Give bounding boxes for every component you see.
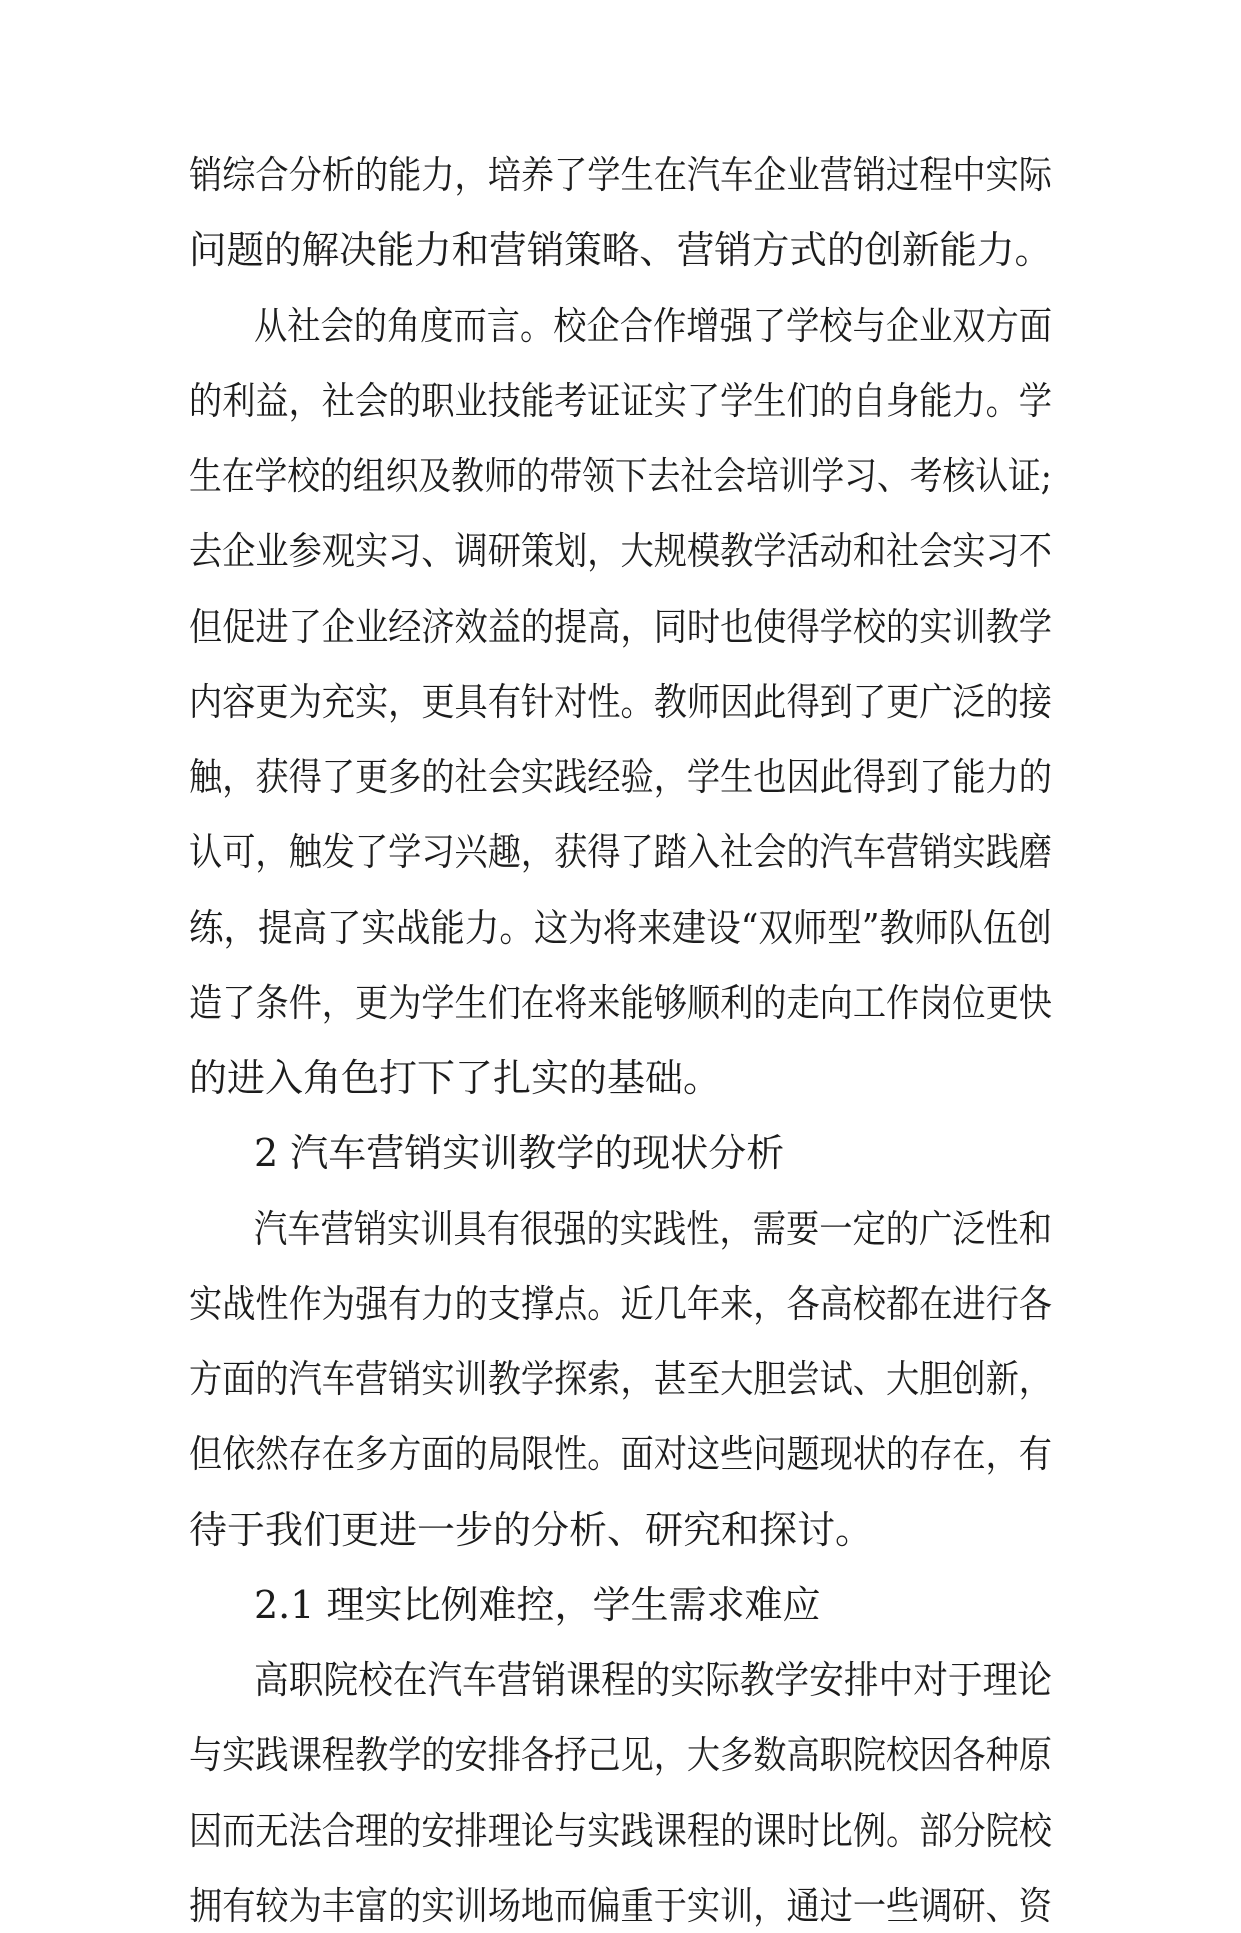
text-line-10: 认可，触发了学习兴趣，获得了踏入社会的汽车营销实践磨 [189, 830, 1053, 875]
text-line-6: 去企业参观实习、调研策划，大规模教学活动和社会实习不 [189, 529, 1053, 574]
text-line-16: 实战性作为强有力的支撑点。近几年来，各高校都在进行各 [189, 1281, 1053, 1326]
text-line-7: 但促进了企业经济效益的提高，同时也使得学校的实训教学 [189, 604, 1053, 649]
text-line-8: 内容更为充实，更具有针对性。教师因此得到了更广泛的接 [189, 679, 1053, 724]
section-heading-2: 2 汽车营销实训教学的现状分析 [254, 1131, 785, 1176]
text-line-3: 从社会的角度而言。校企合作增强了学校与企业双方面 [254, 303, 1053, 348]
text-line-22: 与实践课程教学的安排各抒己见，大多数高职院校因各种原 [189, 1733, 1053, 1778]
text-line-1: 销综合分析的能力，培养了学生在汽车企业营销过程中实际 [189, 153, 1053, 197]
text-line-15: 汽车营销实训具有很强的实践性，需要一定的广泛性和 [254, 1206, 1053, 1251]
text-line-19: 待于我们更进一步的分析、研究和探讨。 [189, 1507, 874, 1552]
text-line-11: 练，提高了实战能力。这为将来建设“双师型”教师队伍创 [189, 905, 1052, 950]
text-line-13: 的进入角色打下了扎实的基础。 [189, 1056, 722, 1100]
section-heading-2-1: 2.1 理实比例难控，学生需求难应 [254, 1582, 821, 1627]
text-line-18: 但依然存在多方面的局限性。面对这些问题现状的存在，有 [189, 1432, 1053, 1477]
text-line-4: 的利益，社会的职业技能考证证实了学生们的自身能力。学 [189, 378, 1053, 423]
text-line-24: 拥有较为丰富的实训场地而偏重于实训，通过一些调研、资 [189, 1883, 1053, 1928]
text-line-23: 因而无法合理的安排理论与实践课程的课时比例。部分院校 [189, 1808, 1053, 1853]
text-line-2: 问题的解决能力和营销策略、营销方式的创新能力。 [189, 228, 1053, 273]
text-line-5: 生在学校的组织及教师的带领下去社会培训学习、考核认证; [189, 454, 1052, 498]
text-line-21: 高职院校在汽车营销课程的实际教学安排中对于理论 [254, 1658, 1053, 1702]
text-line-12: 造了条件，更为学生们在将来能够顺利的走向工作岗位更快 [189, 980, 1053, 1025]
text-line-9: 触，获得了更多的社会实践经验，学生也因此得到了能力的 [189, 755, 1053, 799]
text-line-17: 方面的汽车营销实训教学探索，甚至大胆尝试、大胆创新， [189, 1357, 1053, 1401]
